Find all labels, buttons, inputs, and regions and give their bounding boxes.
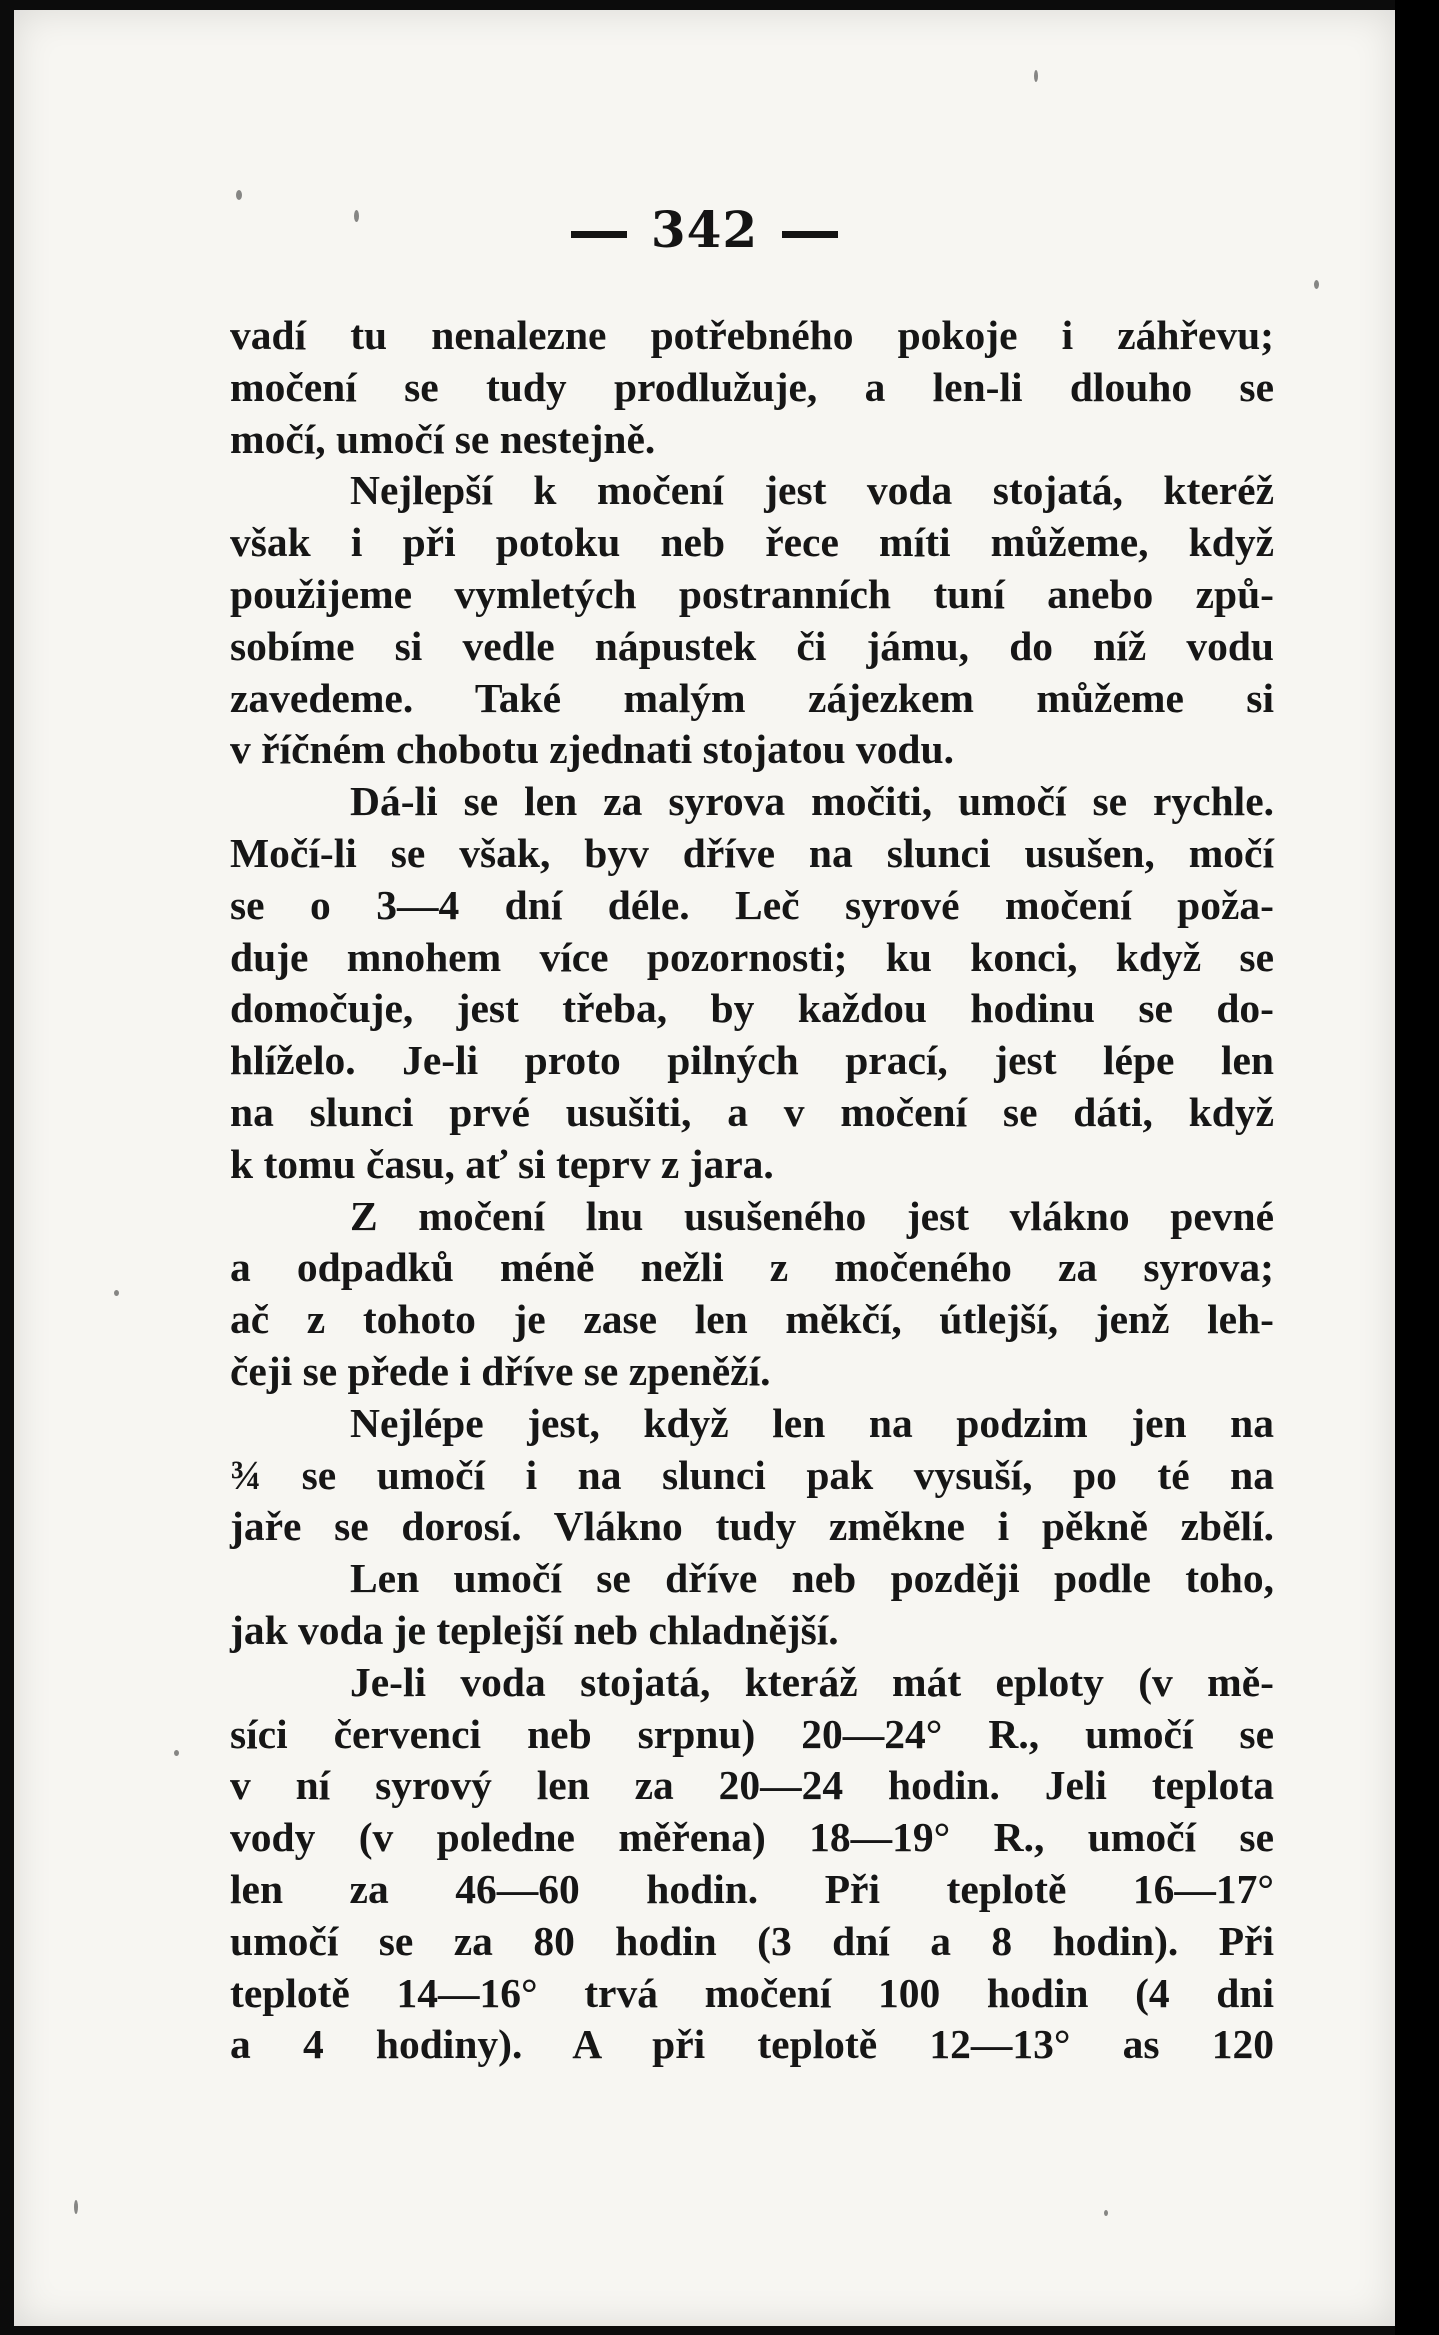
text-line: jaře se dorosí. Vlákno tudy změkne i pěkně zbělí.	[230, 1503, 1274, 1550]
text-line: teplotě 14—16° trvá močení 100 hodin (4 dni	[230, 1969, 1274, 2016]
text-line: vadí tu nenalezne potřebného pokoje i záhřevu;	[230, 312, 1274, 358]
text-line: Nejlépe jest, když len na podzim jen na	[350, 1399, 1274, 1446]
text-line: sobíme si vedle nápustek či jámu, do níž vodu	[230, 622, 1274, 669]
print-speck	[1314, 280, 1319, 289]
text-line: a 4 hodiny). A při teplotě 12—13° as 120	[230, 2021, 1274, 2068]
text-line: použijeme vymletých postranních tuní anebo způ-	[230, 570, 1274, 617]
print-speck	[1104, 2210, 1108, 2216]
text-line: Z močení lnu usušeného jest vlákno pevné	[350, 1192, 1274, 1239]
print-speck	[174, 1750, 179, 1756]
text-line: Je-li voda stojatá, kteráž mát eploty (v mě-	[350, 1658, 1274, 1705]
text-line: ač z tohoto je zase len měkčí, útlejší, jenž leh-	[230, 1296, 1274, 1343]
text-line: v říčném chobotu zjednati stojatou vodu.	[230, 726, 954, 773]
text-line: umočí se za 80 hodin (3 dní a 8 hodin). Při	[230, 1917, 1274, 1964]
header-dash-left	[571, 231, 627, 238]
header-dash-right	[782, 231, 838, 238]
print-speck	[1034, 70, 1038, 82]
scan-border	[1395, 0, 1439, 2335]
page-number: 342	[650, 200, 759, 259]
print-speck	[114, 1290, 119, 1296]
print-speck	[354, 210, 359, 222]
text-line: ¾ se umočí i na slunci pak vysuší, po té na	[230, 1451, 1274, 1498]
text-line: močí, umočí se nestejně.	[230, 415, 656, 462]
page-header	[14, 200, 1395, 259]
text-line: zavedeme. Také malým zájezkem můžeme si	[230, 674, 1274, 721]
text-line: Dá-li se len za syrova močiti, umočí se rychle.	[350, 778, 1274, 825]
text-line: močení se tudy prodlužuje, a len-li dlouho se	[230, 363, 1274, 410]
text-line: Len umočí se dříve neb později podle toho,	[350, 1555, 1274, 1602]
text-line: čeji se přede i dříve se zpeněží.	[230, 1347, 771, 1394]
text-line: len za 46—60 hodin. Při teplotě 16—17°	[230, 1865, 1274, 1912]
text-line: k tomu času, ať si teprv z jara.	[230, 1140, 774, 1187]
text-line: a odpadků méně nežli z močeného za syrova;	[230, 1244, 1274, 1291]
text-line: v ní syrový len za 20—24 hodin. Jeli teplota	[230, 1762, 1274, 1809]
print-speck	[236, 190, 242, 200]
text-line: se o 3—4 dní déle. Leč syrové močení poža-	[230, 881, 1274, 928]
text-line: jak voda je teplejší neb chladnější.	[230, 1606, 839, 1653]
text-line: na slunci prvé usušiti, a v močení se dáti, když	[230, 1088, 1274, 1135]
print-speck	[74, 2200, 78, 2214]
text-line: duje mnohem více pozornosti; ku konci, když se	[230, 933, 1274, 980]
text-line: vody (v poledne měřena) 18—19° R., umočí se	[230, 1814, 1274, 1861]
text-line: domočuje, jest třeba, by každou hodinu se do-	[230, 985, 1274, 1032]
text-line: však i při potoku neb řece míti můžeme, když	[230, 519, 1274, 566]
text-line: Nejlepší k močení jest voda stojatá, kteréž	[350, 467, 1274, 514]
text-line: síci červenci neb srpnu) 20—24° R., umočí se	[230, 1710, 1274, 1757]
text-line: Močí-li se však, byv dříve na slunci usušen, močí	[230, 829, 1274, 876]
body-text	[230, 310, 1274, 2071]
text-line: hlíželo. Je-li proto pilných prací, jest lépe len	[230, 1037, 1274, 1084]
book-page	[14, 10, 1395, 2326]
